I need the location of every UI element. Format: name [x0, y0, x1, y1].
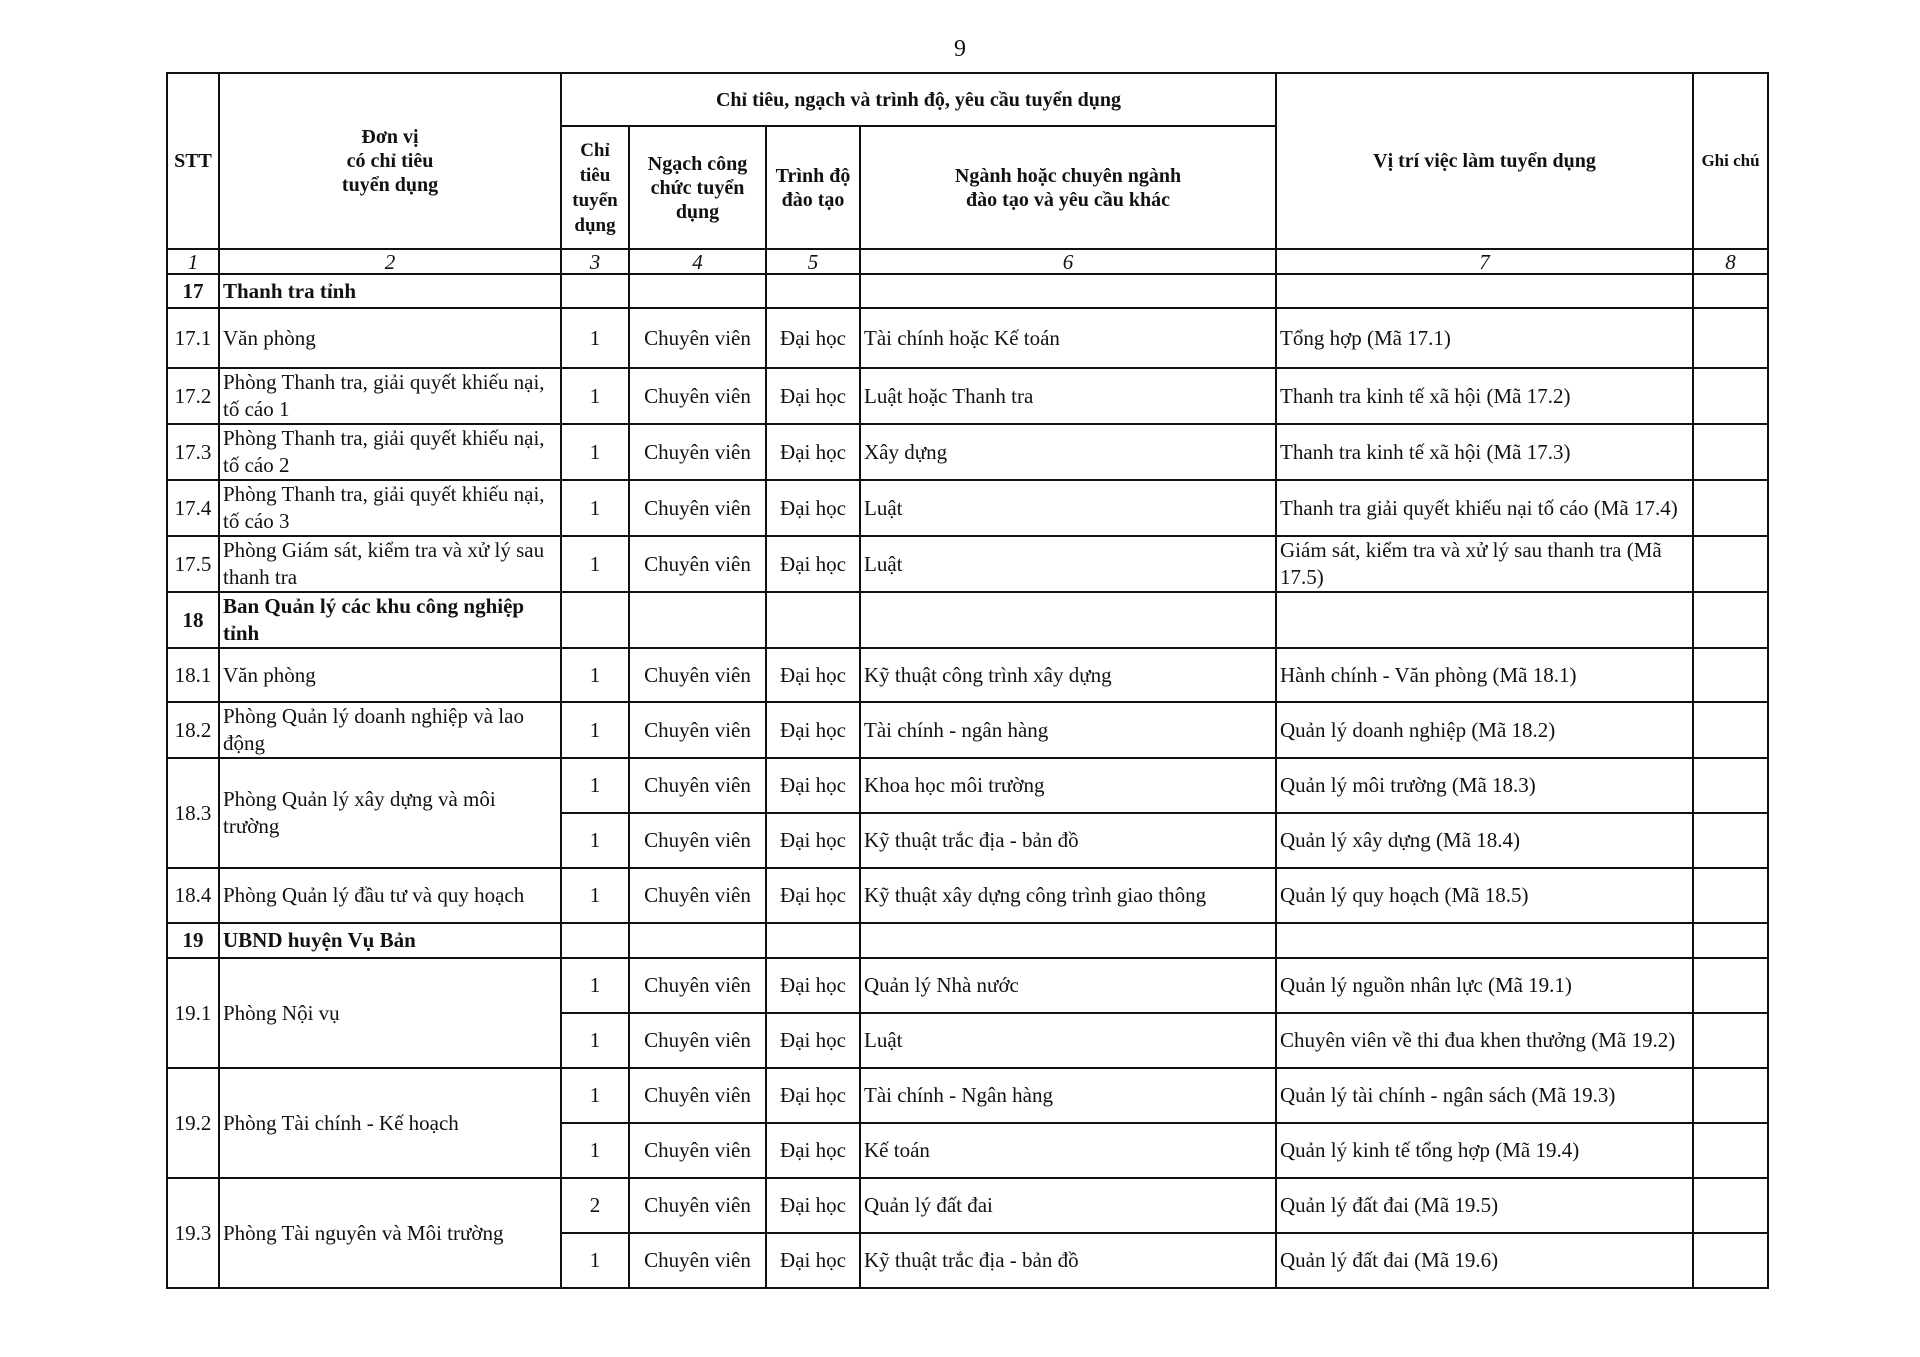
quota-cell: 1	[561, 368, 629, 424]
unit-stt: 17.1	[167, 308, 219, 368]
recruitment-table	[166, 72, 1769, 1289]
rank-cell: Chuyên viên	[629, 480, 766, 536]
table-row	[167, 368, 1768, 424]
table-row	[167, 480, 1768, 536]
unit-name: Phòng Nội vụ	[219, 958, 561, 1068]
major-cell: Tài chính hoặc Kế toán	[860, 308, 1276, 368]
group-stt: 19	[167, 923, 219, 958]
position-cell: Quản lý xây dựng (Mã 18.4)	[1276, 813, 1693, 868]
header-rank: Ngạch công chức tuyển dụng	[629, 126, 766, 249]
header-level: Trình độ đào tạo	[766, 126, 860, 249]
empty-cell	[860, 923, 1276, 958]
unit-stt: 17.3	[167, 424, 219, 480]
level-cell: Đại học	[766, 1068, 860, 1123]
table-row	[167, 958, 1768, 1013]
group-name: Ban Quản lý các khu công nghiệp tỉnh	[219, 592, 561, 648]
group-name: Thanh tra tỉnh	[219, 274, 561, 308]
unit-stt: 17.5	[167, 536, 219, 592]
level-cell: Đại học	[766, 958, 860, 1013]
position-cell: Quản lý kinh tế tổng hợp (Mã 19.4)	[1276, 1123, 1693, 1178]
empty-cell	[629, 274, 766, 308]
major-cell: Luật	[860, 1013, 1276, 1068]
note-cell	[1693, 480, 1768, 536]
major-cell: Tài chính - ngân hàng	[860, 702, 1276, 758]
note-cell	[1693, 1068, 1768, 1123]
major-cell: Luật hoặc Thanh tra	[860, 368, 1276, 424]
note-cell	[1693, 1123, 1768, 1178]
position-cell: Quản lý đất đai (Mã 19.6)	[1276, 1233, 1693, 1288]
unit-stt: 18.4	[167, 868, 219, 923]
table-row	[167, 702, 1768, 758]
empty-cell	[860, 274, 1276, 308]
rank-cell: Chuyên viên	[629, 424, 766, 480]
unit-stt: 18.1	[167, 648, 219, 702]
level-cell: Đại học	[766, 1013, 860, 1068]
position-cell: Quản lý tài chính - ngân sách (Mã 19.3)	[1276, 1068, 1693, 1123]
unit-stt: 18.3	[167, 758, 219, 868]
unit-stt: 19.3	[167, 1178, 219, 1288]
header-note: Ghi chú	[1693, 73, 1768, 249]
unit-name: Phòng Thanh tra, giải quyết khiếu nại, tố cáo 3	[219, 480, 561, 536]
note-cell	[1693, 424, 1768, 480]
unit-name: Phòng Tài nguyên và Môi trường	[219, 1178, 561, 1288]
unit-name: Phòng Thanh tra, giải quyết khiếu nại, tố cáo 1	[219, 368, 561, 424]
unit-name: Phòng Quản lý xây dựng và môi trường	[219, 758, 561, 868]
header-major: Ngành hoặc chuyên ngành đào tạo và yêu cầu khác	[860, 126, 1276, 249]
empty-cell	[860, 592, 1276, 648]
table-row	[167, 536, 1768, 592]
unit-name: Văn phòng	[219, 648, 561, 702]
major-cell: Quản lý đất đai	[860, 1178, 1276, 1233]
note-cell	[1693, 702, 1768, 758]
rank-cell: Chuyên viên	[629, 868, 766, 923]
note-cell	[1693, 1013, 1768, 1068]
level-cell: Đại học	[766, 813, 860, 868]
quota-cell: 1	[561, 758, 629, 813]
column-number: 2	[219, 249, 561, 274]
empty-cell	[1693, 592, 1768, 648]
rank-cell: Chuyên viên	[629, 813, 766, 868]
unit-name: Phòng Tài chính - Kế hoạch	[219, 1068, 561, 1178]
empty-cell	[1276, 274, 1693, 308]
position-cell: Thanh tra kinh tế xã hội (Mã 17.2)	[1276, 368, 1693, 424]
unit-stt: 19.2	[167, 1068, 219, 1178]
note-cell	[1693, 1233, 1768, 1288]
group-stt: 18	[167, 592, 219, 648]
empty-cell	[561, 592, 629, 648]
table-row	[167, 1178, 1768, 1233]
unit-stt: 17.2	[167, 368, 219, 424]
unit-name: Văn phòng	[219, 308, 561, 368]
group-row	[167, 592, 1768, 648]
unit-stt: 17.4	[167, 480, 219, 536]
table-row	[167, 424, 1768, 480]
level-cell: Đại học	[766, 424, 860, 480]
empty-cell	[561, 923, 629, 958]
rank-cell: Chuyên viên	[629, 758, 766, 813]
major-cell: Quản lý Nhà nước	[860, 958, 1276, 1013]
major-cell: Kỹ thuật trắc địa - bản đồ	[860, 1233, 1276, 1288]
level-cell: Đại học	[766, 308, 860, 368]
major-cell: Khoa học môi trường	[860, 758, 1276, 813]
level-cell: Đại học	[766, 1123, 860, 1178]
quota-cell: 1	[561, 958, 629, 1013]
major-cell: Luật	[860, 536, 1276, 592]
major-cell: Kỹ thuật công trình xây dựng	[860, 648, 1276, 702]
position-cell: Quản lý môi trường (Mã 18.3)	[1276, 758, 1693, 813]
major-cell: Kỹ thuật trắc địa - bản đồ	[860, 813, 1276, 868]
quota-cell: 1	[561, 1013, 629, 1068]
quota-cell: 1	[561, 813, 629, 868]
rank-cell: Chuyên viên	[629, 648, 766, 702]
position-cell: Quản lý nguồn nhân lực (Mã 19.1)	[1276, 958, 1693, 1013]
header-position: Vị trí việc làm tuyển dụng	[1276, 73, 1693, 249]
column-number: 7	[1276, 249, 1693, 274]
unit-name: Phòng Giám sát, kiểm tra và xử lý sau thanh tra	[219, 536, 561, 592]
position-cell: Chuyên viên về thi đua khen thưởng (Mã 19.2)	[1276, 1013, 1693, 1068]
column-number-row	[167, 249, 1768, 274]
rank-cell: Chuyên viên	[629, 308, 766, 368]
position-cell: Hành chính - Văn phòng (Mã 18.1)	[1276, 648, 1693, 702]
table-header	[167, 73, 1768, 274]
empty-cell	[766, 923, 860, 958]
column-number: 4	[629, 249, 766, 274]
rank-cell: Chuyên viên	[629, 368, 766, 424]
quota-cell: 1	[561, 648, 629, 702]
level-cell: Đại học	[766, 480, 860, 536]
quota-cell: 1	[561, 1123, 629, 1178]
unit-stt: 19.1	[167, 958, 219, 1068]
table-row	[167, 1068, 1768, 1123]
note-cell	[1693, 1178, 1768, 1233]
level-cell: Đại học	[766, 1178, 860, 1233]
level-cell: Đại học	[766, 648, 860, 702]
position-cell: Giám sát, kiểm tra và xử lý sau thanh tra (Mã 17.5)	[1276, 536, 1693, 592]
header-stt: STT	[167, 73, 219, 249]
quota-cell: 1	[561, 480, 629, 536]
level-cell: Đại học	[766, 536, 860, 592]
empty-cell	[629, 592, 766, 648]
column-number: 3	[561, 249, 629, 274]
empty-cell	[561, 274, 629, 308]
quota-cell: 1	[561, 702, 629, 758]
major-cell: Tài chính - Ngân hàng	[860, 1068, 1276, 1123]
empty-cell	[766, 592, 860, 648]
rank-cell: Chuyên viên	[629, 1123, 766, 1178]
quota-cell: 1	[561, 424, 629, 480]
group-stt: 17	[167, 274, 219, 308]
column-number: 6	[860, 249, 1276, 274]
header-quota: Chỉ tiêu tuyển dụng	[561, 126, 629, 249]
note-cell	[1693, 958, 1768, 1013]
table-row	[167, 758, 1768, 813]
table-row	[167, 308, 1768, 368]
group-name: UBND huyện Vụ Bản	[219, 923, 561, 958]
quota-cell: 1	[561, 868, 629, 923]
column-number: 8	[1693, 249, 1768, 274]
position-cell: Thanh tra kinh tế xã hội (Mã 17.3)	[1276, 424, 1693, 480]
unit-name: Phòng Quản lý đầu tư và quy hoạch	[219, 868, 561, 923]
level-cell: Đại học	[766, 758, 860, 813]
column-number: 1	[167, 249, 219, 274]
note-cell	[1693, 308, 1768, 368]
note-cell	[1693, 868, 1768, 923]
note-cell	[1693, 368, 1768, 424]
major-cell: Luật	[860, 480, 1276, 536]
unit-name: Phòng Quản lý doanh nghiệp và lao động	[219, 702, 561, 758]
quota-cell: 1	[561, 536, 629, 592]
position-cell: Thanh tra giải quyết khiếu nại tố cáo (Mã 17.4)	[1276, 480, 1693, 536]
rank-cell: Chuyên viên	[629, 1068, 766, 1123]
major-cell: Kế toán	[860, 1123, 1276, 1178]
position-cell: Quản lý doanh nghiệp (Mã 18.2)	[1276, 702, 1693, 758]
table-body	[167, 274, 1768, 1288]
column-number: 5	[766, 249, 860, 274]
empty-cell	[1693, 274, 1768, 308]
position-cell: Quản lý đất đai (Mã 19.5)	[1276, 1178, 1693, 1233]
empty-cell	[766, 274, 860, 308]
rank-cell: Chuyên viên	[629, 1233, 766, 1288]
empty-cell	[1693, 923, 1768, 958]
rank-cell: Chuyên viên	[629, 1178, 766, 1233]
group-row	[167, 274, 1768, 308]
table-row	[167, 868, 1768, 923]
header-group: Chỉ tiêu, ngạch và trình độ, yêu cầu tuyển dụng	[561, 73, 1276, 126]
major-cell: Kỹ thuật xây dựng công trình giao thông	[860, 868, 1276, 923]
empty-cell	[629, 923, 766, 958]
header-unit: Đơn vị có chỉ tiêu tuyển dụng	[219, 73, 561, 249]
unit-stt: 18.2	[167, 702, 219, 758]
note-cell	[1693, 648, 1768, 702]
quota-cell: 1	[561, 308, 629, 368]
empty-cell	[1276, 592, 1693, 648]
quota-cell: 1	[561, 1233, 629, 1288]
rank-cell: Chuyên viên	[629, 958, 766, 1013]
level-cell: Đại học	[766, 1233, 860, 1288]
note-cell	[1693, 536, 1768, 592]
position-cell: Tổng hợp (Mã 17.1)	[1276, 308, 1693, 368]
note-cell	[1693, 758, 1768, 813]
major-cell: Xây dựng	[860, 424, 1276, 480]
level-cell: Đại học	[766, 702, 860, 758]
note-cell	[1693, 813, 1768, 868]
group-row	[167, 923, 1768, 958]
quota-cell: 2	[561, 1178, 629, 1233]
level-cell: Đại học	[766, 868, 860, 923]
rank-cell: Chuyên viên	[629, 536, 766, 592]
table-row	[167, 648, 1768, 702]
quota-cell: 1	[561, 1068, 629, 1123]
unit-name: Phòng Thanh tra, giải quyết khiếu nại, tố cáo 2	[219, 424, 561, 480]
position-cell: Quản lý quy hoạch (Mã 18.5)	[1276, 868, 1693, 923]
level-cell: Đại học	[766, 368, 860, 424]
rank-cell: Chuyên viên	[629, 702, 766, 758]
rank-cell: Chuyên viên	[629, 1013, 766, 1068]
page-number: 9	[954, 36, 966, 62]
empty-cell	[1276, 923, 1693, 958]
